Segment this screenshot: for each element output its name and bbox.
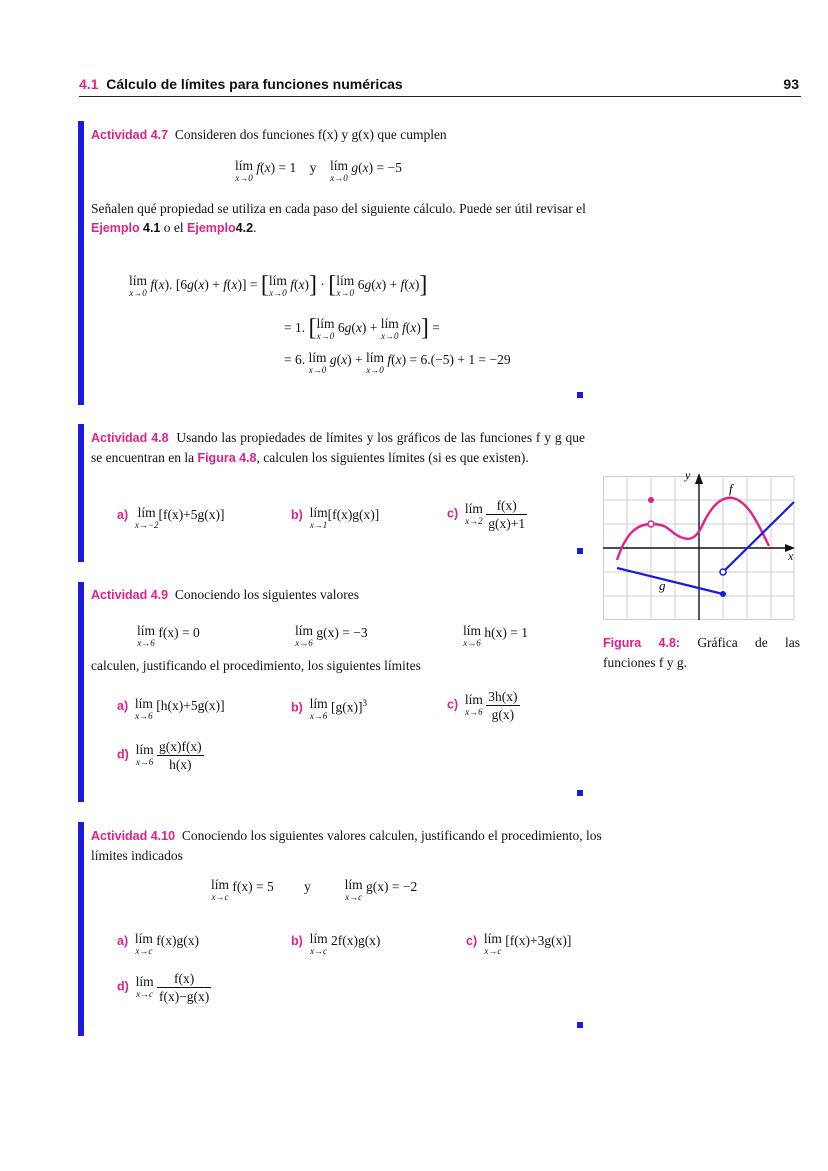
limit-expression: lím x→0	[316, 316, 335, 341]
limit-expression: lím x→0	[330, 158, 349, 183]
limit-expression: lím x→c	[134, 931, 153, 956]
end-marker	[577, 1022, 583, 1028]
activity-4-9-text: calculen, justificando el procedimiento, los siguientes límites	[91, 658, 421, 673]
activity-4-10-item-c: c) lím x→c [f(x)+3g(x)]	[466, 931, 572, 956]
page-header	[79, 76, 801, 97]
activity-4-8-item-c: c) lím x→2 $\frac{f(x)}{g(x)+1}$	[447, 498, 526, 531]
lim-operator: lím	[137, 505, 156, 520]
activity-4-9-bar	[78, 582, 84, 802]
activity-4-10-item-b: b) lím x→c 2f(x)g(x)	[291, 931, 381, 956]
x-axis-label: x	[788, 549, 794, 563]
lim-operator: lím	[464, 500, 483, 516]
y-axis-arrow-icon	[695, 473, 703, 484]
figure-4-8-graph	[603, 466, 799, 622]
lim-operator: lím	[366, 350, 385, 365]
f-label: f	[729, 481, 733, 496]
activity-4-10-given: lím x→c f(x) = 5 y lím x→c g(x) = −2	[211, 877, 418, 902]
lim-operator: lím	[344, 877, 363, 892]
f-open-point	[648, 521, 654, 527]
activity-4-7-calc-line-3: = 6. lím x→0 g(x) + lím x→0 f(x) = 6.(−5) + 1 = −29	[284, 350, 511, 375]
lim-operator: lím	[483, 931, 502, 946]
limit-expression: lím x→6	[463, 623, 482, 648]
limit-expression: lím x→c	[483, 931, 502, 956]
end-marker	[577, 790, 583, 796]
limit-expression: lím x→6	[137, 623, 156, 648]
lim-operator: lím	[309, 696, 328, 711]
activity-4-7-calc-line-1: lím x→0 f(x). [6g(x) + f(x)] = [lím x→0 f(x)] · [lím x→0 6g(x) + f(x)]	[129, 272, 428, 298]
activity-4-10-intro: Actividad 4.10 Conociendo los siguientes valores calculen, justificando el procedimiento, los límites indicados	[91, 828, 602, 863]
activity-4-10-label: Actividad 4.10	[91, 829, 176, 843]
limit-expression: lím x→0	[366, 350, 385, 375]
limit-expression: lím x→c	[211, 877, 230, 902]
page-number: 93	[783, 76, 799, 92]
y-axis-label: y	[685, 468, 691, 482]
limit-expression: lím x→0	[129, 273, 148, 298]
limit-expression: lím x→0	[336, 273, 355, 298]
activity-4-9-item-a: a) lím x→6 [h(x)+5g(x)]	[117, 696, 225, 721]
activity-4-9-value-g: lím x→6 g(x) = −3	[295, 623, 368, 648]
lim-operator: lím	[309, 931, 328, 946]
g-closed-point	[720, 591, 726, 597]
limit-expression: lím x→1	[309, 505, 328, 530]
section-title: 4.1 Cálculo de límites para funciones numéricas	[79, 76, 403, 92]
activity-4-8-bar	[78, 424, 84, 562]
activity-4-10-item-a: a) lím x→c f(x)g(x)	[117, 931, 199, 956]
activity-4-10-item-d: d) lím x→c $\frac{f(x)}{f(x)-g(x)}$	[117, 971, 210, 1004]
lim-operator: lím	[463, 623, 482, 638]
limit-expression: lím x→0	[268, 273, 287, 298]
activity-4-8-label: Actividad 4.8	[91, 431, 169, 445]
activity-4-9-label: Actividad 4.9	[91, 588, 169, 602]
lim-operator: lím	[211, 877, 230, 892]
limit-expression: lím x→−2	[134, 505, 159, 530]
lim-operator: lím	[134, 931, 153, 946]
lim-operator: lím	[235, 158, 254, 173]
lim-operator: lím	[137, 623, 156, 638]
g-line-right	[723, 502, 794, 572]
lim-operator: lím	[330, 158, 349, 173]
activity-4-9-value-h: lím x→6 h(x) = 1	[463, 623, 528, 648]
lim-operator: lím	[295, 623, 314, 638]
limit-expression: lím x→6	[309, 696, 328, 721]
limit-expression: lím x→6	[464, 691, 483, 717]
ejemplo-4-1-link[interactable]: Ejemplo	[91, 221, 140, 235]
activity-4-8-item-a: a) lím x→−2 [f(x)+5g(x)]	[117, 505, 225, 530]
activity-4-7-bar	[78, 121, 84, 405]
activity-4-9-item-b: b) lím x→6 $[g(x)]^3$	[291, 696, 367, 721]
activity-4-8-intro: Actividad 4.8 Usando las propiedades de límites y los gráficos de las funciones f y g que se encuentran en la Figura 4.8, calculen los siguientes límites (si es que existen).	[91, 430, 585, 465]
ejemplo-4-2-link[interactable]: Ejemplo	[187, 221, 236, 235]
lim-operator: lím	[464, 691, 483, 707]
limit-expression: lím x→c	[344, 877, 363, 902]
lim-operator: lím	[129, 273, 148, 288]
lim-operator: lím	[336, 273, 355, 288]
lim-operator: lím	[308, 350, 327, 365]
activity-4-9-item-c: c) lím x→6 $\frac{3h(x)}{g(x)}$	[447, 689, 518, 722]
end-marker	[577, 548, 583, 554]
activity-4-7-label: Actividad 4.7	[91, 128, 169, 142]
lim-operator: lím	[135, 973, 154, 989]
lim-operator: lím	[309, 505, 328, 520]
activity-4-7-intro: Actividad 4.7 Consideren dos funciones f(x) y g(x) que cumplen	[91, 127, 447, 142]
limit-expression: lím x→c	[135, 973, 154, 999]
g-open-point	[720, 569, 726, 575]
g-label: g	[659, 578, 666, 593]
limit-expression: lím x→6	[134, 696, 153, 721]
limit-expression: lím x→0	[308, 350, 327, 375]
activity-4-7-calc-line-2: = 1. [lím x→0 6g(x) + lím x→0 f(x)] =	[284, 315, 440, 341]
activity-4-10-bar	[78, 822, 84, 1036]
lim-operator: lím	[135, 741, 154, 757]
limit-expression: lím x→6	[135, 741, 154, 767]
activity-4-9-value-f: lím x→6 f(x) = 0	[137, 623, 200, 648]
activity-4-9-intro: Actividad 4.9 Conociendo los siguientes valores	[91, 587, 359, 602]
lim-operator: lím	[316, 316, 335, 331]
lim-operator: lím	[268, 273, 287, 288]
lim-operator: lím	[380, 316, 399, 331]
activity-4-7-text: Señalen qué propiedad se utiliza en cada paso del siguiente cálculo. Puede ser útil revisar el Ejemplo 4.1 o el Ejemplo4.2.	[91, 201, 586, 235]
end-marker	[577, 392, 583, 398]
figura-4-8-link[interactable]: Figura 4.8	[197, 451, 257, 465]
activity-4-9-item-d: d) lím x→6 $\frac{g(x)f(x)}{h(x)}$	[117, 739, 202, 772]
limit-expression: lím x→2	[464, 500, 483, 526]
lim-operator: lím	[134, 696, 153, 711]
limit-expression: lím x→0	[235, 158, 254, 183]
activity-4-8-item-b: b) lím x→1 [f(x)g(x)]	[291, 505, 380, 530]
limit-expression: lím x→6	[295, 623, 314, 648]
activity-4-7-given: lím x→0 f(x) = 1 y lím x→0 g(x) = −5	[235, 158, 402, 183]
figure-4-8-caption: Figura 4.8: Gráfica de las funciones f y g.	[603, 635, 800, 670]
f-closed-point	[648, 497, 654, 503]
limit-expression: lím x→c	[309, 931, 328, 956]
limit-expression: lím x→0	[380, 316, 399, 341]
